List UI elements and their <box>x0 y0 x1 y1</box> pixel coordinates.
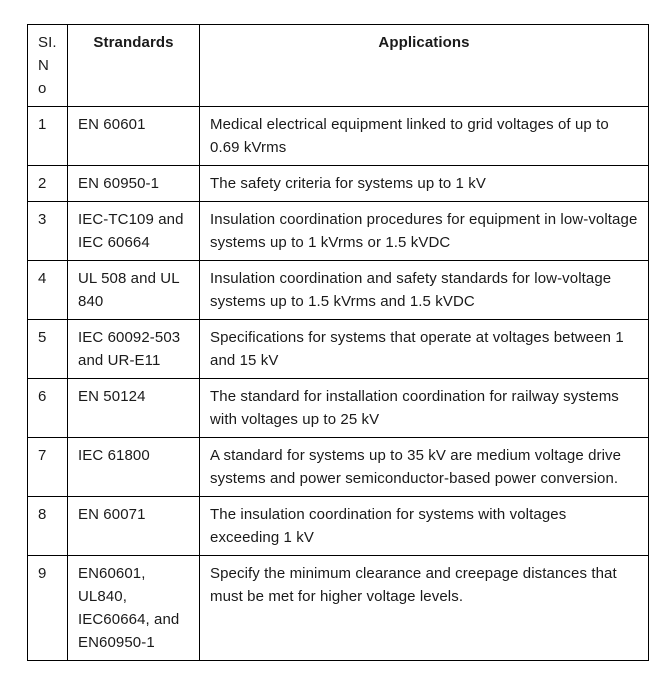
table-header-row <box>28 25 649 107</box>
table-row <box>28 202 649 261</box>
table-row <box>28 438 649 497</box>
standard-cell: EN 60071 <box>68 497 200 556</box>
table-body <box>28 107 649 661</box>
row-number-cell: 5 <box>28 320 68 379</box>
table-row <box>28 166 649 202</box>
table-row <box>28 379 649 438</box>
application-cell: The safety criteria for systems up to 1 kV <box>200 166 649 202</box>
standard-cell: EN60601, UL840, IEC60664, and EN60950-1 <box>68 556 200 661</box>
application-cell: A standard for systems up to 35 kV are medium voltage drive systems and power semiconductor-based power conversion. <box>200 438 649 497</box>
standard-cell: EN 50124 <box>68 379 200 438</box>
standards-table <box>27 24 649 661</box>
row-number-cell: 8 <box>28 497 68 556</box>
table-row <box>28 556 649 661</box>
standard-cell: IEC-TC109 and IEC 60664 <box>68 202 200 261</box>
application-cell: Specifications for systems that operate at voltages between 1 and 15 kV <box>200 320 649 379</box>
standard-cell: IEC 60092-503 and UR-E11 <box>68 320 200 379</box>
table-row <box>28 261 649 320</box>
row-number-cell: 6 <box>28 379 68 438</box>
standard-cell: EN 60950-1 <box>68 166 200 202</box>
standard-cell: UL 508 and UL 840 <box>68 261 200 320</box>
table-row <box>28 497 649 556</box>
row-number-cell: 7 <box>28 438 68 497</box>
row-number-cell: 2 <box>28 166 68 202</box>
application-cell: The insulation coordination for systems with voltages exceeding 1 kV <box>200 497 649 556</box>
application-cell: Medical electrical equipment linked to grid voltages of up to 0.69 kVrms <box>200 107 649 166</box>
row-number-cell: 3 <box>28 202 68 261</box>
table-header-si-no: SI. No <box>28 25 68 107</box>
application-cell: Insulation coordination and safety standards for low-voltage systems up to 1.5 kVrms and 1.5 kVDC <box>200 261 649 320</box>
table-row <box>28 320 649 379</box>
row-number-cell: 4 <box>28 261 68 320</box>
standards-table-container <box>27 24 649 661</box>
standard-cell: EN 60601 <box>68 107 200 166</box>
table-row <box>28 107 649 166</box>
application-cell: Insulation coordination procedures for equipment in low-voltage systems up to 1 kVrms or 1.5 kVDC <box>200 202 649 261</box>
standard-cell: IEC 61800 <box>68 438 200 497</box>
row-number-cell: 1 <box>28 107 68 166</box>
application-cell: Specify the minimum clearance and creepage distances that must be met for higher voltage levels. <box>200 556 649 661</box>
table-header-standards: Strandards <box>68 25 200 107</box>
table-header-applications: Applications <box>200 25 649 107</box>
row-number-cell: 9 <box>28 556 68 661</box>
application-cell: The standard for installation coordination for railway systems with voltages up to 25 kV <box>200 379 649 438</box>
